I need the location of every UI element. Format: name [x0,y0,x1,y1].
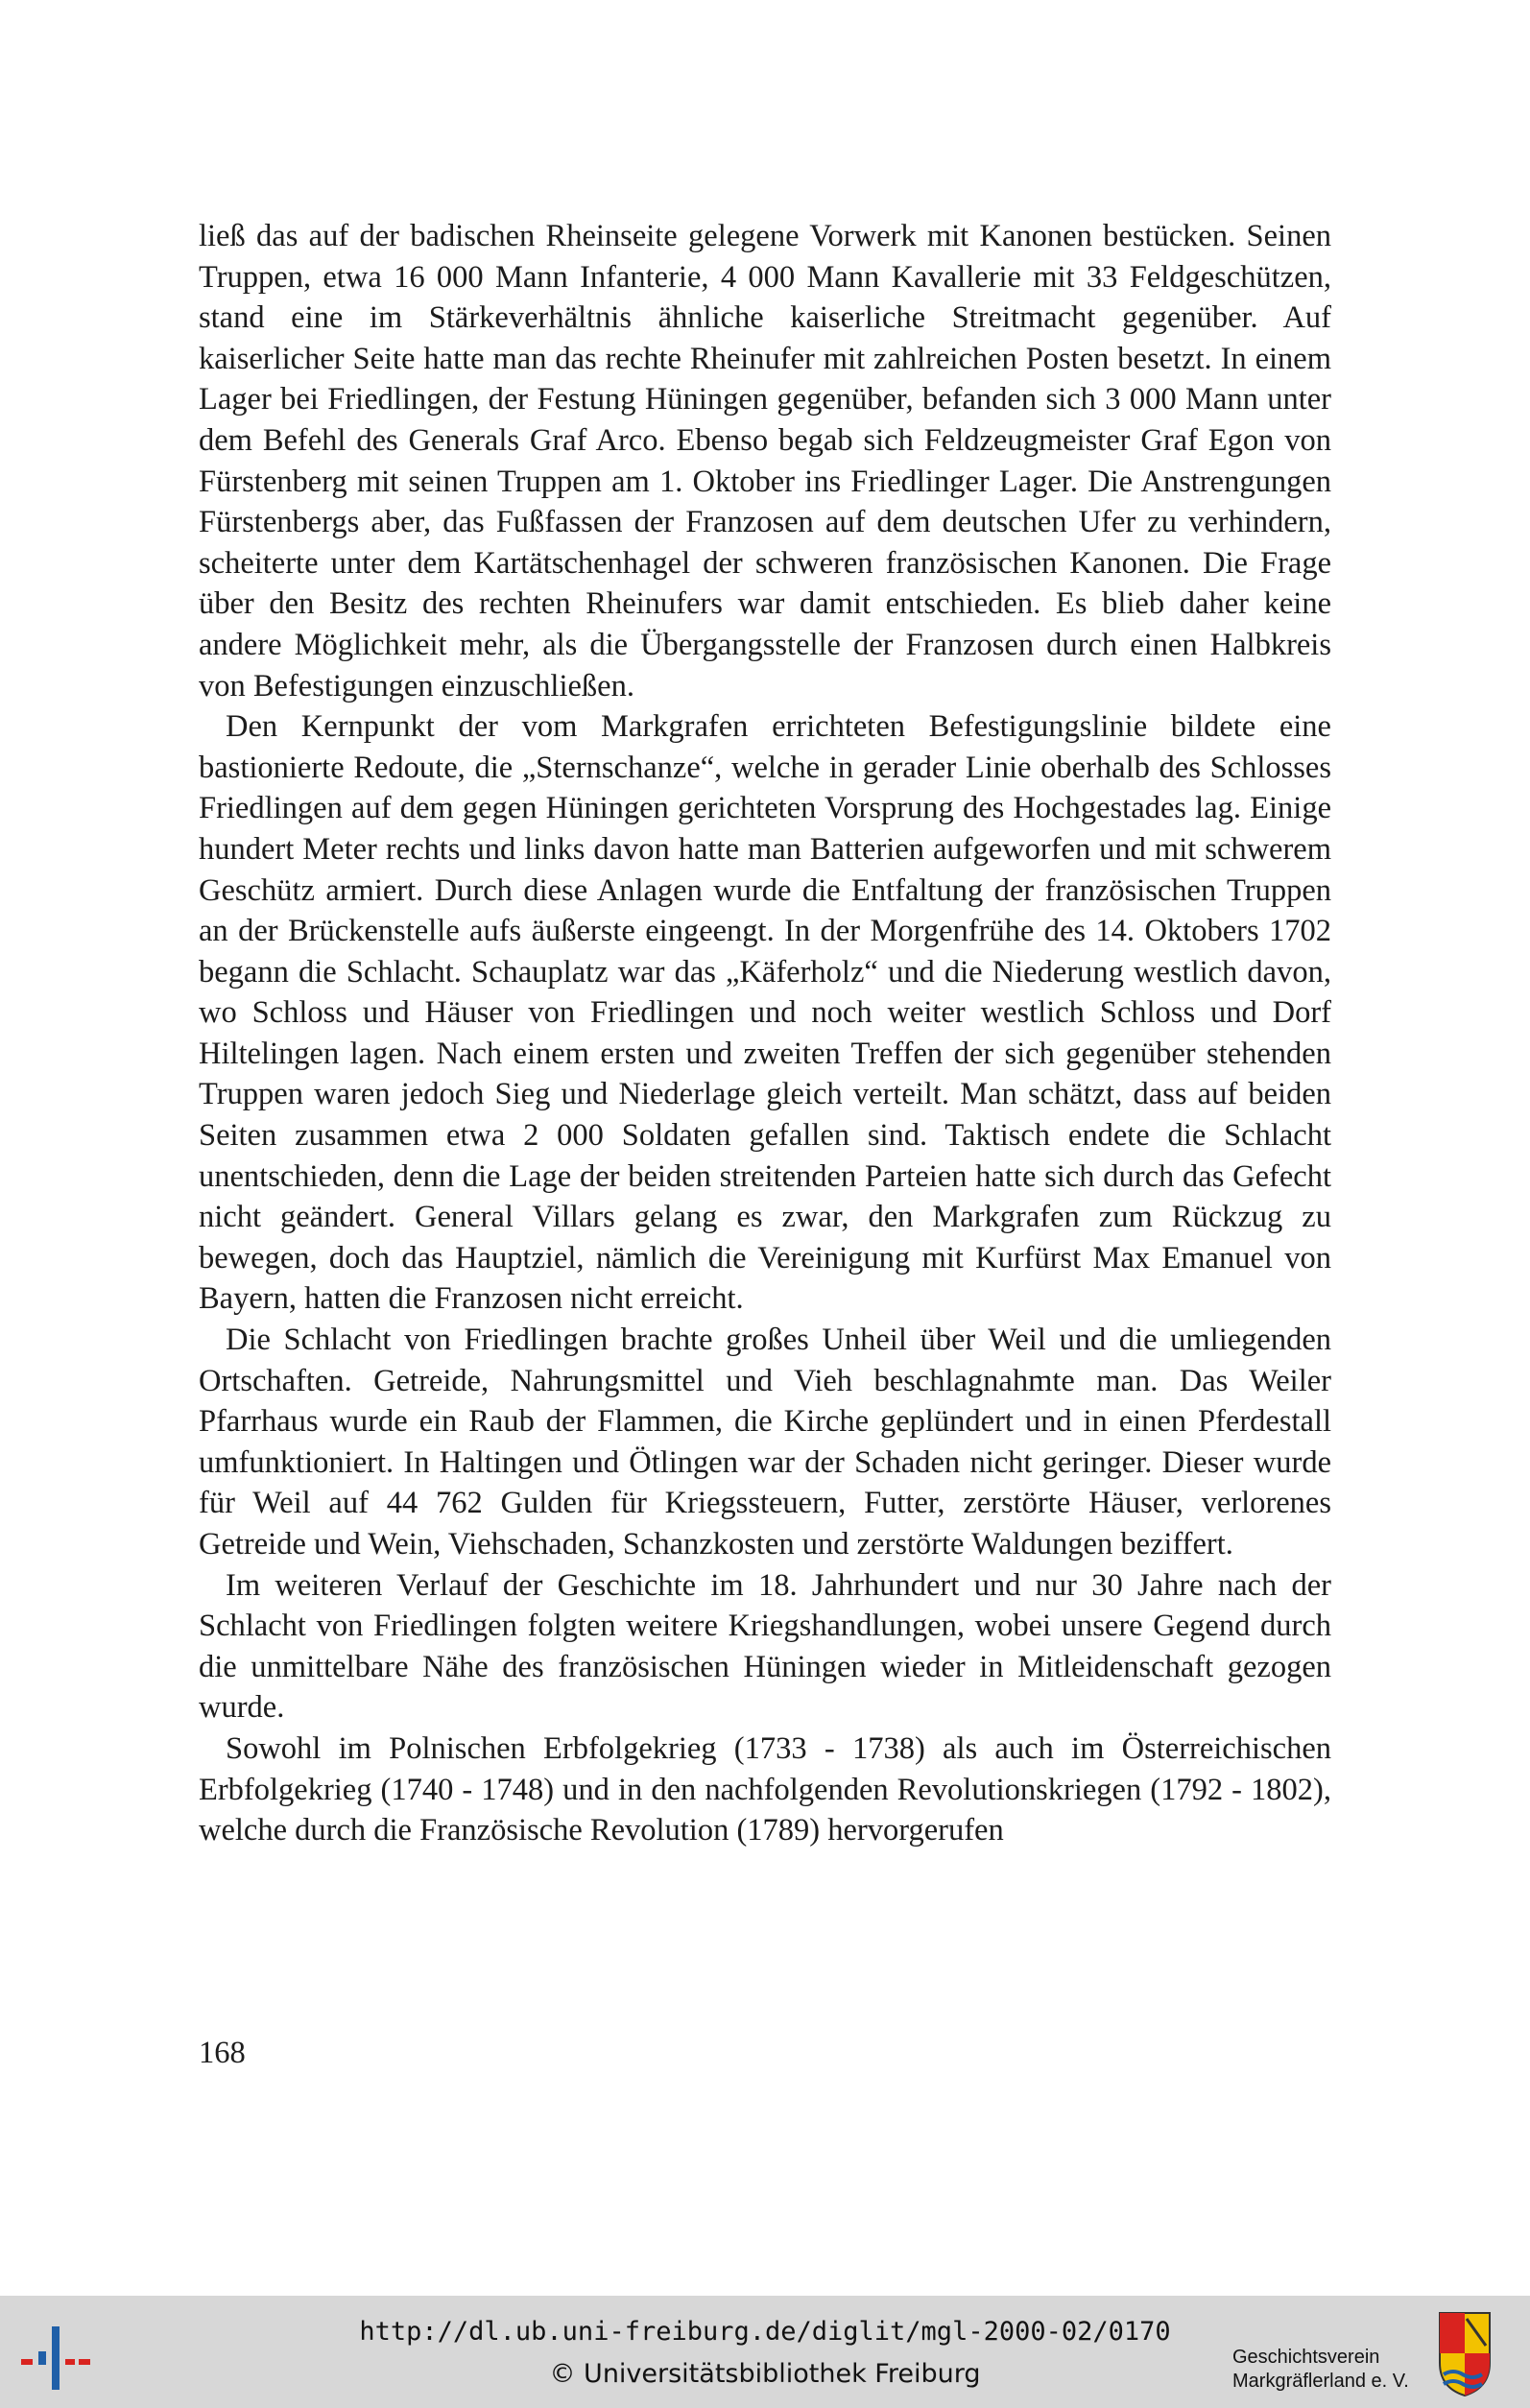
society-name[interactable] [1232,2346,1434,2394]
paragraph-1: ließ das auf der badischen Rheinseite gelegene Vorwerk mit Kanonen bestücken. Seinen Truppen, etwa 16 000 Mann Infanterie, 4 000 Mann Kavallerie mit 33 Feldgeschützen, stand eine im Stärkeverhältnis ähnliche kaiserliche Streitmacht gegenüber. Auf kaiserlicher Seite hatte man das rechte Rheinufer mit zahlreichen Posten besetzt. In einem Lager bei Friedlingen, der Festung Hüningen gegenüber, befanden sich 3 000 Mann unter dem Befehl des Generals Graf Arco. Ebenso begab sich Feldzeugmeister Graf Egon von Fürstenberg mit seinen Truppen am 1. Oktober ins Friedlinger Lager. Die Anstrengungen Fürstenbergs aber, das Fußfassen der Franzosen auf dem deutschen Ufer zu verhindern, scheiterte unter dem Kartätschenhagel der schweren französischen Kanonen. Die Frage über den Besitz des rechten Rheinufers war damit entschieden. Es blieb daher keine andere Möglichkeit mehr, als die Übergangsstelle der Franzosen durch einen Halbkreis von Befestigungen einzuschließen. [199,219,1331,703]
paragraph-4: Im weiteren Verlauf der Geschichte im 18. Jahrhundert und nur 30 Jahre nach der Schlacht von Friedlingen folgten weitere Kriegshandlungen, wobei unsere Gegend durch die unmittelbare Nähe des französischen Hüningen wieder in Mitleidenschaft gezogen wurde. [199,1567,1331,1726]
paragraph-3: Die Schlacht von Friedlingen brachte großes Unheil über Weil und die umliegenden Ortschaften. Getreide, Nahrungsmittel und Vieh beschlagnahmte man. Das Weiler Pfarrhaus wurde ein Raub der Flammen, die Kirche geplündert und in einen Pferdestall umfunktioniert. In Haltingen und Ötlingen war der Schaden nicht geringer. Dieser wurde für Weil auf 44 762 Gulden für Kriegssteuern, Futter, zerstörte Häuser, verlorenes Getreide und Wein, Viehschaden, Schanzkosten und zerstörte Waldungen beziffert. [199,1323,1331,1562]
footer-bar [0,2296,1530,2408]
page-number: 168 [199,2036,246,2070]
footer-url-link[interactable]: http://dl.ub.uni-freiburg.de/diglit/mgl-2000-02/0170 [359,2317,1171,2347]
paragraph-2: Den Kernpunkt der vom Markgrafen errichteten Befestigungslinie bildete eine bastionierte Redoute, die „Sternschanze“, welche in gerader Linie oberhalb des Schlosses Friedlingen auf dem gegen Hüningen gerichteten Vorsprung des Hochgestades lag. Einige hundert Meter rechts und links davon hatte man Batterien aufgeworfen und mit schwerem Geschütz armiert. Durch diese Anlagen wurde die Entfaltung der französischen Truppen an der Brückenstelle aufs äußerste eingeengt. In der Morgenfrühe des 14. Oktobers 1702 begann die Schlacht. Schauplatz war das „Käferholz“ und die Niederung westlich davon, wo Schloss und Häuser von Friedlingen und noch weiter westlich Schloss und Dorf Hiltelingen lagen. Nach einem ersten und zweiten Treffen der sich gegenüber stehenden Truppen waren jedoch Sieg und Niederlage gleich verteilt. Man schätzt, dass auf beiden Seiten zusammen etwa 2 000 Soldaten gefallen sind. Taktisch endete die Schlacht unentschieden, denn die Lage der beiden streitenden Parteien hatte sich durch das Gefecht nicht geändert. General Villars gelang es zwar, den Markgrafen zum Rückzug zu bewegen, doch das Hauptziel, nämlich die Vereinigung mit Kurfürst Max Emanuel von Bayern, hatten die Franzosen nicht erreicht. [199,709,1331,1317]
society-line-1: Geschichtsverein [1232,2347,1380,2368]
society-line-2: Markgräflerland e. V. [1232,2371,1409,2392]
body-text [199,216,1331,1851]
paragraph-5: Sowohl im Polnischen Erbfolgekrieg (1733 - 1738) als auch im Österreichischen Erbfolgekrieg (1740 - 1748) und in den nachfolgenden Revolutionskriegen (1792 - 1802), welche durch die Französische Revolution (1789) hervorgerufen [199,1730,1331,1848]
footer-copyright: © Universitätsbibliothek Freiburg [549,2359,981,2389]
coat-of-arms-icon[interactable] [1436,2307,1494,2399]
